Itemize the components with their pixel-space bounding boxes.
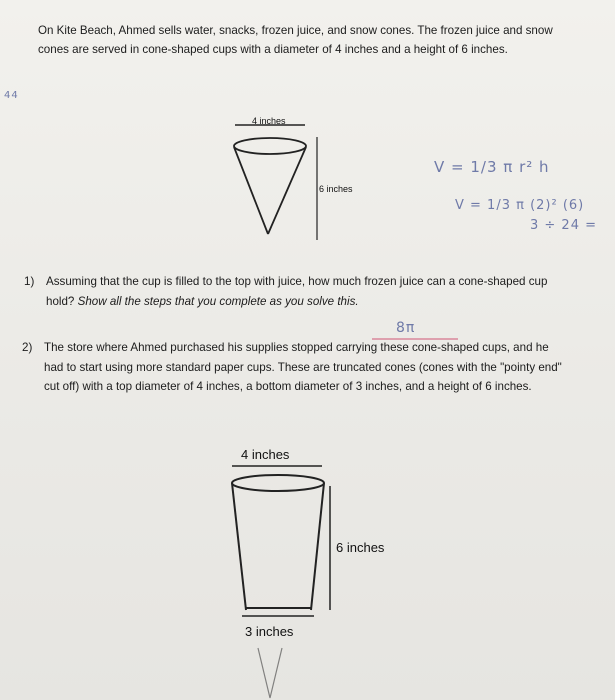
cone-left-side bbox=[234, 147, 268, 234]
handwritten-arithmetic: 3 ÷ 24 = bbox=[530, 218, 597, 233]
cone-right-side bbox=[268, 147, 306, 234]
cup-figure bbox=[218, 458, 378, 700]
cup-rim bbox=[232, 475, 324, 491]
cup-bottom-label: 3 inches bbox=[245, 624, 294, 639]
handwritten-formula: V = 1/3 π r² h bbox=[434, 158, 550, 176]
cup-right-side bbox=[311, 483, 324, 610]
question-1-instruction: Show all the steps that you complete as you solve this. bbox=[77, 295, 359, 308]
cone-height-label: 6 inches bbox=[319, 184, 353, 194]
cup-cutoff-marks bbox=[258, 648, 282, 698]
cup-left-side bbox=[232, 483, 246, 610]
question-2-number: 2) bbox=[22, 341, 33, 354]
handwritten-substitution: V = 1/3 π (2)² (6) bbox=[455, 198, 585, 213]
question-2-text: The store where Ahmed purchased his supplies stopped carrying these cone-shaped cups, and he had to start using more standard paper cups. These are truncated cones (cones with the "pointy end" cut off) with a top diameter of 4 inches, a bottom diameter of 3 inches, and a height of 6 inches. bbox=[44, 341, 562, 393]
cone-rim bbox=[234, 138, 306, 154]
question-1-text: Assuming that the cup is filled to the top with juice, how much frozen juice can a cone-shaped cup hold? bbox=[46, 275, 548, 308]
question-1 bbox=[24, 272, 584, 312]
problem-intro: On Kite Beach, Ahmed sells water, snacks, frozen juice, and snow cones. The frozen juice and snow cones are served in cone-shaped cups with a diameter of 4 inches and a height of 6 inches. bbox=[38, 24, 553, 56]
cup-top-label: 4 inches bbox=[241, 447, 290, 462]
handwritten-answer: 8π bbox=[396, 320, 416, 336]
cone-diameter-label: 4 inches bbox=[252, 116, 286, 126]
question-1-number: 1) bbox=[24, 275, 35, 288]
cone-figure bbox=[225, 115, 345, 245]
handwritten-margin-note: 44 bbox=[4, 90, 19, 101]
cup-height-label: 6 inches bbox=[336, 540, 385, 555]
question-2 bbox=[22, 338, 592, 397]
